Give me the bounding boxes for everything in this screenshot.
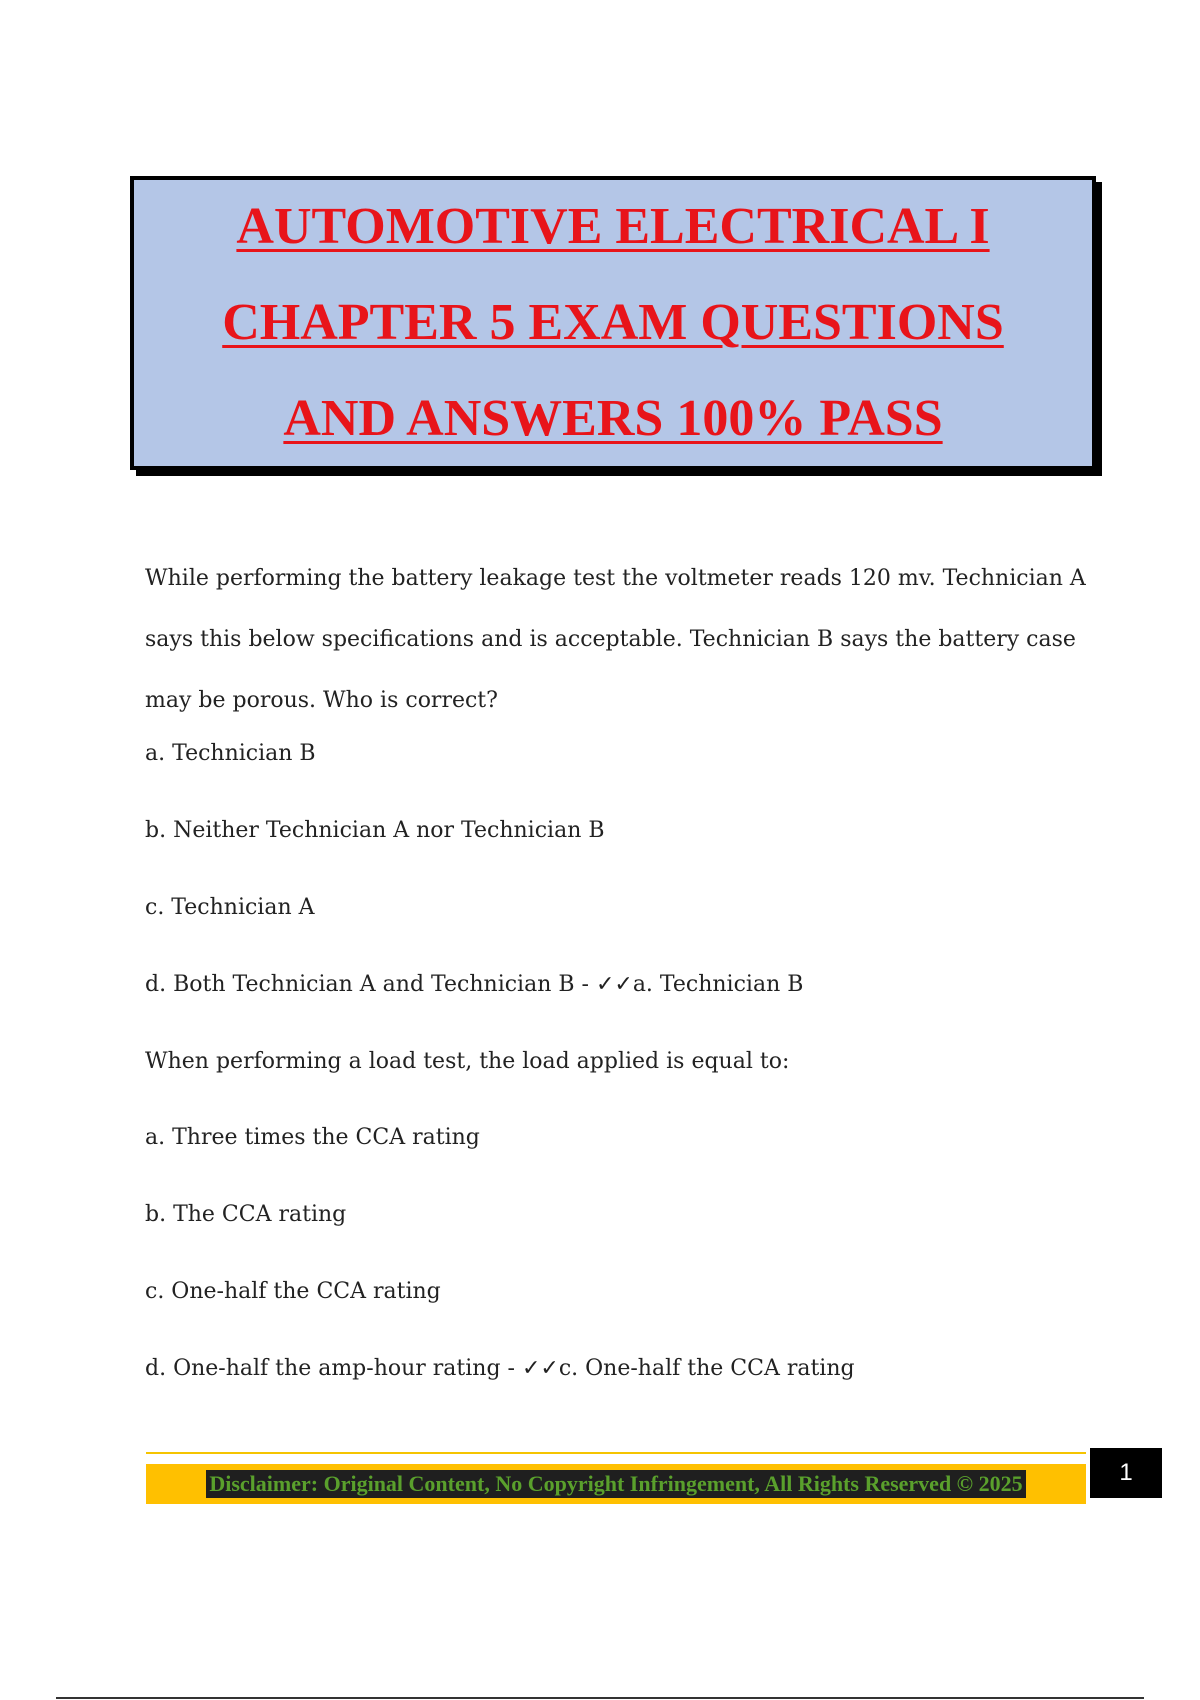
question-1-text: While performing the battery leakage test the voltmeter reads 120 mv. Technician A says this below specifications and is acceptable. Technician B says the battery case may be porous. Who is correct? [145,566,1086,713]
page-number: 1 [1090,1448,1162,1498]
disclaimer-text: Disclaimer: Original Content, No Copyright Infringement, All Rights Reserved © 2025 [206,1470,1025,1498]
question-1-option-b: b. Neither Technician A nor Technician B [145,818,605,843]
title-line-1: AUTOMOTIVE ELECTRICAL I [236,198,990,255]
title-line-3: AND ANSWERS 100% PASS [283,390,943,447]
question-1-option-a: a. Technician B [145,741,316,766]
title-line-2: CHAPTER 5 EXAM QUESTIONS [222,294,1004,351]
question-2-option-a: a. Three times the CCA rating [145,1125,480,1150]
question-1-option-c: c. Technician A [145,895,315,920]
footer-band [146,1464,1086,1504]
question-1-option-d-answer: d. Both Technician A and Technician B - ✓✓a. Technician B [145,972,804,997]
footer-rule [146,1452,1086,1454]
exam-content [145,548,1105,1431]
question-2-option-d-answer: d. One-half the amp-hour rating - ✓✓c. One-half the CCA rating [145,1356,855,1381]
title-box [130,176,1096,470]
question-2-option-b: b. The CCA rating [145,1202,347,1227]
page-bottom-divider [56,1697,1144,1699]
question-2-option-c: c. One-half the CCA rating [145,1279,441,1304]
question-2-text: When performing a load test, the load applied is equal to: [145,1049,790,1074]
